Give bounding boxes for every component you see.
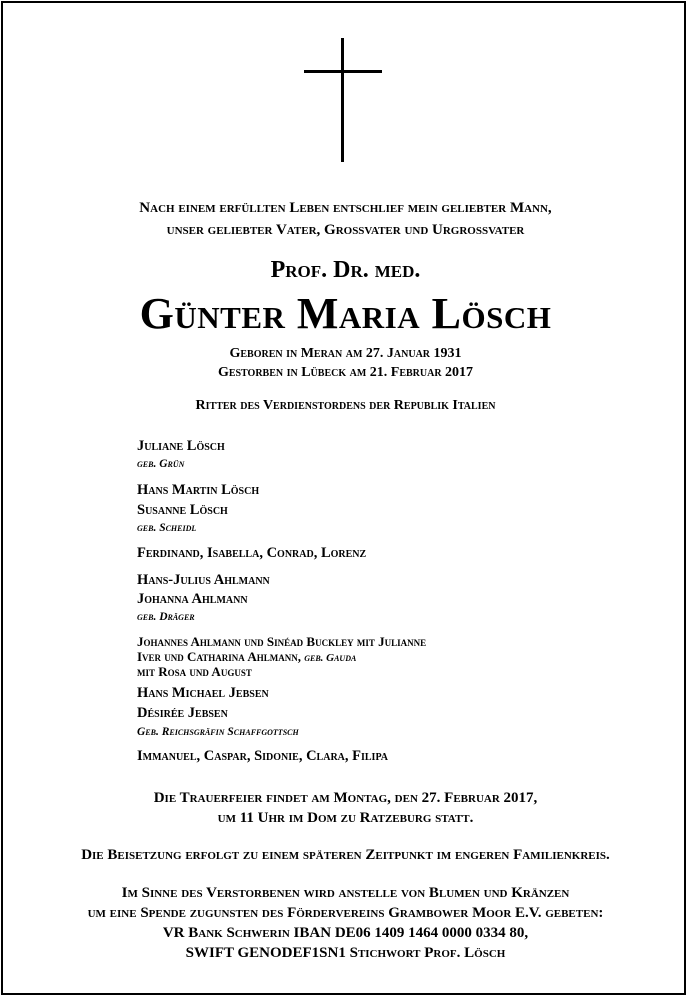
bank-details-line: VR Bank Schwerin IBAN DE06 1409 1464 0000 0334 80, xyxy=(162,925,529,941)
maiden-name: geb. Scheidl xyxy=(137,522,197,534)
swift-line: SWIFT GENODEF1SN1 Stichwort Prof. Lösch xyxy=(185,945,506,961)
mourner-name: Johannes Ahlmann und Sinéad Buckley mit Julianne xyxy=(137,634,427,649)
intro-line-1: Nach einem erfüllten Leben entschlief mein geliebter Mann, xyxy=(139,200,552,216)
mourner-name: Iver und Catharina Ahlmann, xyxy=(137,649,301,664)
maiden-name: geb. Grün xyxy=(137,458,185,470)
maiden-name: Geb. Reichsgräfin Schaffgottsch xyxy=(137,726,299,738)
mourner-name: Ferdinand, Isabella, Conrad, Lorenz xyxy=(137,545,367,561)
burial-line: Die Beisetzung erfolgt zu einem späteren Zeitpunkt im engeren Familienkreis. xyxy=(81,847,610,863)
academic-title: Prof. Dr. med. xyxy=(270,257,421,283)
mourner-name: Hans Michael Jebsen xyxy=(137,685,269,701)
birth-line: Geboren in Meran am 27. Januar 1931 xyxy=(229,346,462,361)
mourner-name: Immanuel, Caspar, Sidonie, Clara, Filipa xyxy=(137,748,389,764)
honor-line: Ritter des Verdienstordens der Republik Italien xyxy=(195,398,496,413)
donation-line-1: Im Sinne des Verstorbenen wird anstelle von Blumen und Kränzen xyxy=(121,885,570,901)
mourner-name: Susanne Lösch xyxy=(137,502,228,518)
maiden-name: geb. Dräger xyxy=(137,611,195,623)
donation-line-2: um eine Spende zugunsten des Fördervereins Grambower Moor E.V. gebeten: xyxy=(87,905,604,921)
funeral-line-1: Die Trauerfeier findet am Montag, den 27. Februar 2017, xyxy=(153,790,538,806)
death-line: Gestorben in Lübeck am 21. Februar 2017 xyxy=(217,365,474,380)
mourner-name: Hans-Julius Ahlmann xyxy=(137,572,270,588)
mourner-name: Juliane Lösch xyxy=(137,438,225,454)
mourner-name: Hans Martin Lösch xyxy=(137,482,260,498)
maiden-name: geb. Gauda xyxy=(304,652,357,664)
mourner-name: mit Rosa und August xyxy=(137,664,252,679)
mourner-name: Johanna Ahlmann xyxy=(137,591,248,607)
deceased-name: Günter Maria Lösch xyxy=(139,289,552,338)
intro-line-2: unser geliebter Vater, Grossvater und Urgrossvater xyxy=(166,222,525,238)
funeral-line-2: um 11 Uhr im Dom zu Ratzeburg statt. xyxy=(217,810,474,826)
mourner-name: Désirée Jebsen xyxy=(137,705,228,721)
